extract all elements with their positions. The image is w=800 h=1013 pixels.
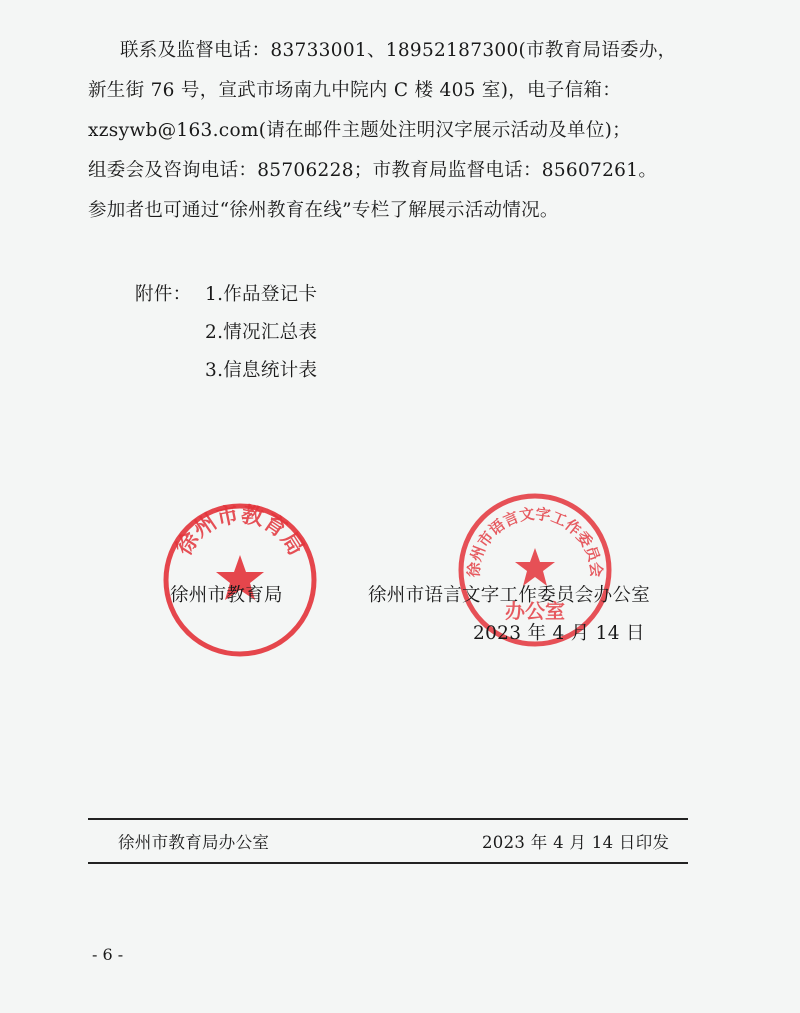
attachments-label: 附件： bbox=[135, 284, 192, 305]
attachment-item-2: 2.情况汇总表 bbox=[205, 322, 318, 343]
footer-issue-date: 2023 年 4 月 14 日印发 bbox=[482, 833, 670, 852]
seal-right-bottom: 办公室 bbox=[505, 599, 565, 623]
paragraph-line-1: 联系及监督电话：83733001、18952187300(市教育局语委办， bbox=[120, 40, 677, 61]
seal-left-text: 徐州市教育局 bbox=[170, 501, 310, 561]
paragraph-line-4: 组委会及咨询电话：85706228；市教育局监督电话：85607261。 bbox=[88, 160, 658, 181]
footer-top-rule bbox=[88, 818, 688, 820]
signature-right-org: 徐州市语言文字工作委员会办公室 bbox=[368, 585, 651, 606]
education-bureau-seal bbox=[160, 500, 320, 660]
page-number: - 6 - bbox=[92, 945, 124, 964]
paragraph-line-5: 参加者也可通过“徐州教育在线”专栏了解展示活动情况。 bbox=[88, 200, 559, 221]
svg-text:徐州市教育局 bbox=[171, 501, 309, 560]
paragraph-line-3: xzsywb@163.com(请在邮件主题处注明汉字展示活动及单位)； bbox=[88, 120, 631, 141]
paragraph-line-2: 新生街 76 号，宣武市场南九中院内 C 楼 405 室)，电子信箱： bbox=[88, 80, 622, 101]
signature-date: 2023 年 4 月 14 日 bbox=[473, 623, 645, 644]
seal-right-star-icon bbox=[515, 548, 555, 586]
signature-left-org: 徐州市教育局 bbox=[170, 585, 283, 606]
attachment-item-3: 3.信息统计表 bbox=[205, 360, 318, 381]
seal-right-text: 徐州市语言文字工作委员会 bbox=[464, 504, 606, 578]
footer-bottom-rule bbox=[88, 862, 688, 864]
footer-issuer: 徐州市教育局办公室 bbox=[118, 833, 270, 852]
attachment-item-1: 1.作品登记卡 bbox=[205, 284, 318, 305]
